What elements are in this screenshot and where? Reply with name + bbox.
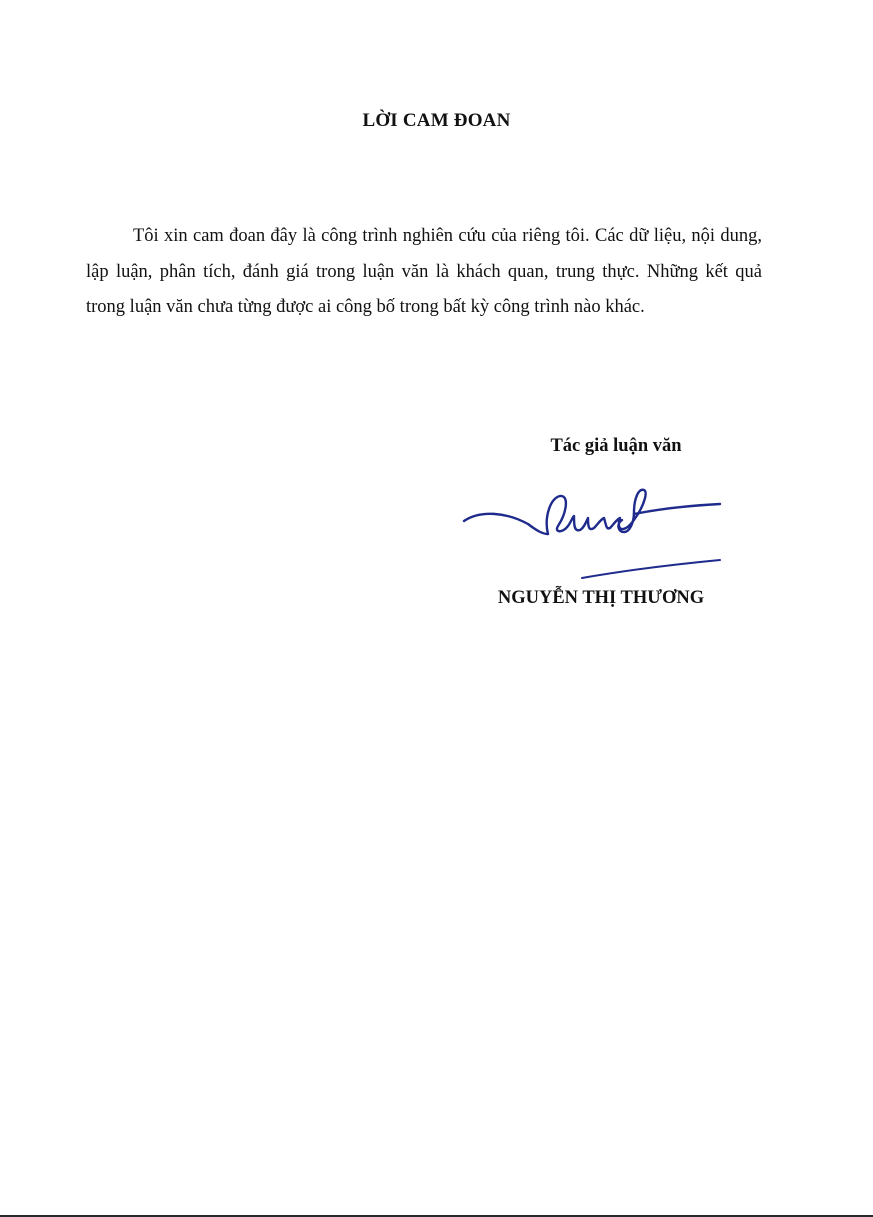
author-label: Tác giả luận văn bbox=[550, 436, 682, 456]
handwritten-signature bbox=[458, 484, 728, 584]
page-title: LỜI CAM ĐOAN bbox=[362, 110, 511, 131]
signer-name: NGUYỄN THỊ THƯƠNG bbox=[497, 588, 705, 608]
declaration-paragraph: Tôi xin cam đoan đây là công trình nghiên cứu của riêng tôi. Các dữ liệu, nội dung, lập luận, phân tích, đánh giá trong luận văn là khách quan, trung thực. Những kết quả trong luận văn chưa từng được ai công bố trong bất kỳ công trình nào khác. bbox=[86, 226, 762, 317]
signature-block bbox=[470, 436, 732, 608]
